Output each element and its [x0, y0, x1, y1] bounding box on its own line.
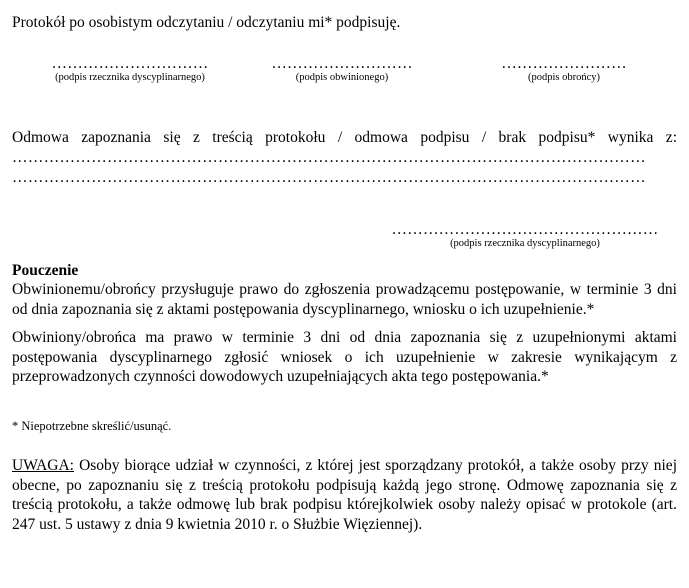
refusal-text: Odmowa zapoznania się z treścią protokołu / odmowa podpisu / brak podpisu* wynika z: [12, 129, 677, 146]
uwaga-paragraph [12, 456, 677, 534]
signature-block-defender [494, 56, 634, 84]
uwaga-label: UWAGA: [12, 457, 74, 474]
footnote: * Niepotrzebne skreślić/usunąć. [12, 419, 172, 433]
refusal-dotline-2: ………………………………………………………………………………………………………… [12, 169, 646, 186]
signature-dots: …………………………………………… [391, 221, 659, 238]
signature-block-disciplinary-officer [30, 56, 230, 84]
signature-dots: ……………………… [271, 55, 413, 72]
signature-dots: …………………… [501, 55, 627, 72]
refusal-dotline-1: ………………………………………………………………………………………………………… [12, 149, 646, 166]
signature-dots: ………………………… [51, 55, 209, 72]
signature-caption: (podpis rzecznika dyscyplinarnego) [450, 238, 600, 249]
signature-block-disciplinary-officer-2 [380, 222, 670, 250]
pouczenie-paragraph-2: Obwiniony/obrońca ma prawo w terminie 3 dni od dnia zapoznania się z uzupełnionymi aktami postępowania dyscyplinarnego zgłosić wniosek o ich uzupełnienie w zakresie wynikającym z przeprowadzonych czynności dowodowych uzupełniających akta tego postępowania.* [12, 329, 677, 385]
signature-caption: (podpis rzecznika dyscyplinarnego) [55, 72, 205, 83]
intro-line: Protokół po osobistym odczytaniu / odczytaniu mi* podpisuję. [12, 14, 401, 31]
uwaga-text: Osoby biorące udział w czynności, z której jest sporządzany protokół, a także osoby przy niej obecne, po zapoznaniu się z treścią protokołu podpisują każdą jego stronę. Odmowę zapoznania się z treścią protokołu, a także odmowę lub brak podpisu którejkolwiek osoby należy opisać w protokole (art. 247 ust. 5 ustawy z dnia 9 kwietnia 2010 r. o Służbie Więziennej). [12, 457, 677, 533]
signature-caption: (podpis obrońcy) [527, 72, 601, 83]
pouczenie-heading: Pouczenie [12, 262, 79, 279]
signature-caption: (podpis obwinionego) [295, 72, 389, 83]
pouczenie-paragraph-1: Obwinionemu/obrońcy przysługuje prawo do zgłoszenia prowadzącemu postępowanie, w terminie 3 dni od dnia zapoznania się z aktami postępowania dyscyplinarnego, wniosku o ich uzupełnienie.* [12, 281, 677, 318]
signature-block-accused [262, 56, 422, 84]
